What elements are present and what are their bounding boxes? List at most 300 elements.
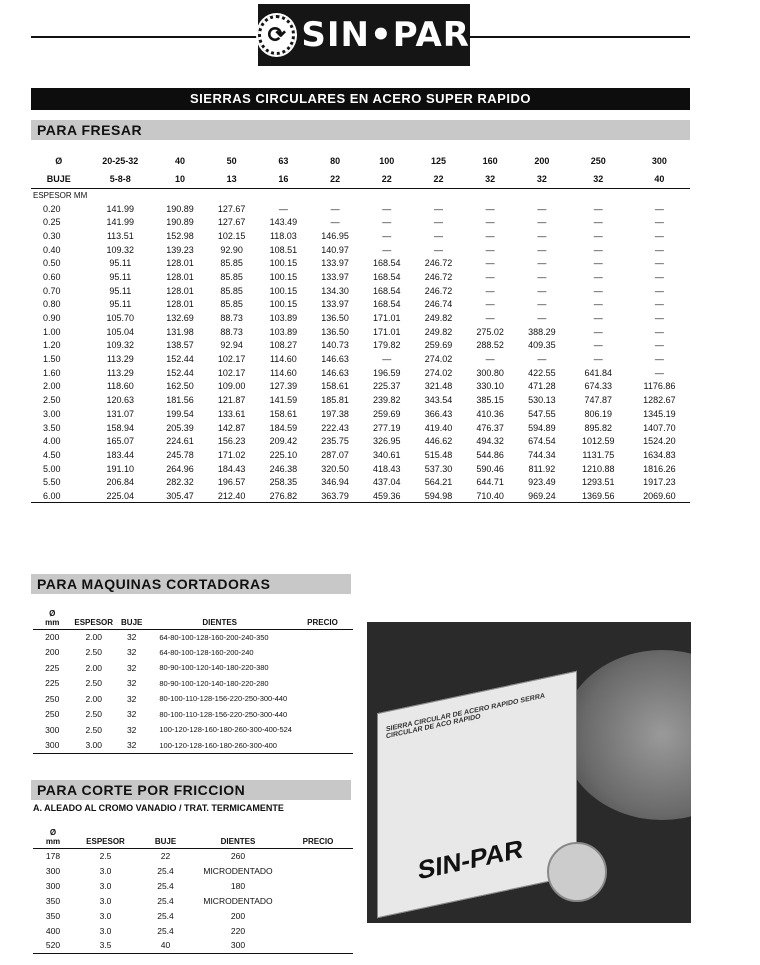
box-brand: SIN-PAR — [418, 833, 523, 886]
diameter-cell: 300 — [45, 880, 61, 891]
price-cell: 744.34 — [528, 449, 556, 460]
dientes-cell: 64-80-100-128-160-200-240 — [159, 647, 254, 657]
price-cell: 184.59 — [269, 422, 298, 433]
price-cell: 184.43 — [217, 463, 246, 474]
diameter-header: 100 — [379, 156, 395, 166]
precio-cell — [292, 738, 353, 754]
price-cell: — — [593, 313, 603, 324]
price-cell: 113.51 — [106, 230, 134, 241]
price-cell: 300.80 — [476, 367, 504, 378]
precio-cell — [292, 645, 353, 661]
price-cell: 2069.60 — [643, 490, 676, 501]
buje-row — [31, 170, 690, 188]
diameter-header: 300 — [651, 156, 667, 166]
espesor-cell: 6.00 — [43, 490, 61, 501]
table-row — [31, 256, 690, 270]
price-cell: 366.43 — [424, 408, 453, 419]
diameter-cell: 300 — [45, 724, 60, 735]
price-cell: — — [485, 203, 495, 214]
espesor-cell: 0.25 — [43, 217, 61, 228]
price-cell: 1816.26 — [643, 463, 676, 474]
price-cell: 141.59 — [269, 395, 298, 406]
price-cell: 274.02 — [424, 354, 453, 365]
price-cell: — — [382, 217, 392, 228]
price-cell: 128.01 — [166, 285, 194, 296]
price-cell: 410.36 — [476, 408, 504, 419]
price-cell: 134.30 — [321, 285, 349, 296]
buje-value: 16 — [278, 173, 289, 184]
precio-cell — [283, 893, 353, 908]
price-cell: 168.54 — [373, 271, 401, 282]
buje-value: 40 — [654, 173, 665, 184]
price-cell: 1176.86 — [643, 381, 676, 392]
price-cell: 183.44 — [106, 449, 135, 460]
price-cell: 133.61 — [217, 408, 246, 419]
price-cell: — — [485, 313, 495, 324]
section-cortadoras-title: PARA MAQUINAS CORTADORAS — [31, 574, 351, 594]
price-cell: 1012.59 — [582, 436, 615, 447]
price-cell: 191.10 — [106, 463, 135, 474]
espesor-label-row — [31, 188, 690, 202]
price-cell: 165.07 — [106, 436, 135, 447]
price-cell: 1524.20 — [643, 436, 676, 447]
table-row — [31, 380, 690, 394]
price-cell: 225.04 — [106, 490, 135, 501]
price-cell: — — [593, 244, 603, 255]
table-row — [31, 407, 690, 421]
price-cell: 113.29 — [106, 367, 134, 378]
precio-cell — [283, 908, 353, 923]
price-cell: — — [593, 340, 603, 351]
price-cell: — — [537, 354, 547, 365]
diameter-header: 250 — [590, 156, 606, 166]
price-cell: 209.42 — [269, 436, 298, 447]
diameter-cell: 178 — [45, 850, 61, 861]
price-cell: 128.01 — [166, 258, 194, 269]
espesor-label: ESPESOR MM — [33, 190, 88, 200]
espesor-cell: 2.00 — [43, 381, 61, 392]
price-cell: 547.55 — [528, 408, 556, 419]
price-cell: 206.84 — [106, 477, 135, 488]
table-row — [31, 489, 690, 503]
price-cell: — — [537, 217, 547, 228]
price-cell: 1282.67 — [643, 395, 676, 406]
price-cell: 1345.19 — [643, 408, 676, 419]
buje-value: 22 — [330, 173, 341, 184]
dientes-cell: 220 — [230, 925, 246, 936]
table-row — [33, 848, 353, 863]
table-row — [33, 938, 353, 953]
espesor-cell: 3.0 — [99, 880, 112, 891]
price-cell: 287.07 — [321, 449, 349, 460]
precio-cell — [283, 878, 353, 893]
price-cell: — — [485, 354, 495, 365]
espesor-cell: 0.30 — [43, 230, 61, 241]
espesor-cell: 3.00 — [43, 408, 61, 419]
price-cell: 152.98 — [166, 230, 194, 241]
dientes-cell: 100-120-128-160-180-260-300-400-524 — [159, 725, 292, 735]
espesor-cell: 0.40 — [43, 244, 61, 255]
precio-cell — [292, 676, 353, 692]
price-cell: 321.48 — [424, 381, 453, 392]
table-row — [31, 243, 690, 257]
price-cell: — — [433, 203, 443, 214]
cortadoras-header-row — [33, 603, 353, 629]
table-row — [33, 629, 353, 645]
price-cell: 131.07 — [106, 408, 135, 419]
diameter-symbol: Ø — [49, 827, 57, 837]
price-cell: 109.00 — [217, 381, 246, 392]
precio-header: PRECIO — [307, 617, 338, 627]
table-row — [33, 863, 353, 878]
table-row — [31, 270, 690, 284]
price-cell: 419.40 — [424, 422, 453, 433]
buje-value: 13 — [226, 173, 237, 184]
espesor-cell: 3.0 — [99, 925, 112, 936]
buje-cell: 25.4 — [157, 880, 174, 891]
price-cell: 100.15 — [269, 271, 298, 282]
precio-cell — [292, 707, 353, 723]
mm-unit: mm — [45, 617, 60, 627]
price-cell: 246.72 — [424, 271, 453, 282]
table-row — [31, 421, 690, 435]
price-cell: 1407.70 — [643, 422, 676, 433]
price-cell: — — [654, 340, 664, 351]
table-row — [31, 339, 690, 353]
price-cell: — — [485, 244, 495, 255]
dientes-cell: 80-100-110-128-156-220-250-300-440 — [159, 694, 288, 704]
price-cell: 197.38 — [321, 408, 349, 419]
price-cell: 146.95 — [321, 230, 349, 241]
price-cell: 1210.88 — [582, 463, 615, 474]
table-row — [31, 448, 690, 462]
price-cell: 114.60 — [269, 367, 297, 378]
buje-cell: 32 — [126, 662, 137, 673]
diameter-header: 200 — [534, 156, 550, 166]
price-cell: 225.37 — [373, 381, 401, 392]
price-cell: 128.01 — [166, 271, 194, 282]
dientes-cell: 200 — [230, 910, 246, 921]
price-cell: 544.86 — [476, 449, 504, 460]
price-cell: 594.89 — [528, 422, 556, 433]
price-cell: 136.50 — [321, 326, 349, 337]
price-cell: — — [537, 258, 547, 269]
dientes-cell: 100-120-128-160-180-260-300-400 — [159, 740, 277, 750]
table-row — [33, 908, 353, 923]
price-cell: 326.95 — [373, 436, 401, 447]
friccion-subtitle: A. ALEADO AL CROMO VANADIO / TRAT. TERMICAMENTE — [33, 803, 284, 813]
diameter-header: 63 — [278, 156, 289, 166]
price-cell: 1369.56 — [582, 490, 615, 501]
price-cell: 95.11 — [109, 285, 132, 296]
cortadoras-table — [33, 603, 353, 754]
price-cell: 1917.23 — [643, 477, 676, 488]
price-cell: 494.32 — [476, 436, 504, 447]
diameter-header: 40 — [174, 156, 185, 166]
price-cell: 276.82 — [269, 490, 298, 501]
price-cell: 85.85 — [220, 258, 243, 269]
buje-cell: 32 — [126, 632, 137, 642]
price-cell: 385.15 — [476, 395, 504, 406]
buje-cell: 40 — [160, 940, 171, 951]
price-cell: 644.71 — [476, 477, 504, 488]
price-cell: — — [382, 354, 392, 365]
table-row — [31, 393, 690, 407]
price-cell: — — [382, 244, 392, 255]
price-cell: 118.60 — [106, 381, 134, 392]
friccion-header-row — [33, 822, 353, 848]
diameter-header — [33, 822, 73, 848]
price-cell: 103.89 — [269, 326, 298, 337]
price-cell: 346.94 — [321, 477, 349, 488]
buje-value: 5-8-8 — [109, 173, 131, 184]
price-cell: — — [537, 313, 547, 324]
price-cell: 113.29 — [106, 354, 134, 365]
price-cell: 564.21 — [424, 477, 453, 488]
price-cell: — — [654, 313, 664, 324]
price-cell: 100.15 — [269, 285, 298, 296]
precio-cell — [292, 722, 353, 738]
price-cell: 259.69 — [424, 340, 453, 351]
dientes-cell: 260 — [230, 850, 246, 861]
buje-cell: 32 — [126, 678, 137, 689]
price-cell: 179.82 — [373, 340, 401, 351]
espesor-cell: 3.0 — [99, 910, 112, 921]
box-caption: SIERRA CIRCULAR DE ACERO RAPIDO SERRA CIRCULAR DE ACO RAPIDO — [386, 692, 545, 741]
price-cell: 141.99 — [106, 217, 135, 228]
buje-cell: 25.4 — [157, 895, 174, 906]
espesor-cell: 2.00 — [85, 662, 102, 673]
price-cell: 239.82 — [373, 395, 401, 406]
brand-logo — [258, 4, 470, 66]
precio-cell — [283, 938, 353, 953]
precio-cell — [292, 691, 353, 707]
diameter-cell: 225 — [45, 662, 60, 673]
price-cell: 95.11 — [109, 299, 132, 310]
price-cell: — — [433, 244, 443, 255]
price-cell: 138.57 — [166, 340, 194, 351]
price-cell: — — [654, 244, 664, 255]
price-cell: — — [537, 203, 547, 214]
price-cell: — — [485, 299, 495, 310]
price-cell: 120.63 — [106, 395, 135, 406]
table-row — [31, 366, 690, 380]
price-cell: — — [593, 230, 603, 241]
price-cell: 105.70 — [106, 313, 135, 324]
buje-cell: 25.4 — [157, 925, 174, 936]
espesor-cell: 3.00 — [85, 740, 102, 750]
diameter-cell: 225 — [45, 678, 60, 689]
buje-value: 32 — [536, 173, 547, 184]
price-cell: — — [537, 285, 547, 296]
price-cell: 305.47 — [166, 490, 194, 501]
table-row — [33, 878, 353, 893]
espesor-cell: 2.50 — [43, 395, 61, 406]
precio-cell — [283, 923, 353, 938]
precio-cell — [283, 848, 353, 863]
espesor-cell: 2.50 — [85, 647, 102, 658]
espesor-cell: 0.80 — [43, 299, 61, 310]
price-cell: 168.54 — [373, 285, 401, 296]
price-cell: — — [593, 354, 603, 365]
price-cell: 92.90 — [220, 244, 243, 255]
price-cell: 128.01 — [166, 299, 194, 310]
espesor-cell: 2.50 — [85, 678, 102, 689]
espesor-header: ESPESOR — [86, 836, 125, 846]
price-cell: 320.50 — [321, 463, 349, 474]
espesor-header: ESPESOR — [74, 617, 114, 627]
price-cell: 245.78 — [166, 449, 194, 460]
price-cell: 806.19 — [584, 408, 613, 419]
espesor-cell: 5.50 — [43, 477, 61, 488]
price-cell: — — [593, 326, 603, 337]
espesor-cell: 2.00 — [85, 693, 102, 704]
table-row — [31, 352, 690, 366]
table-row — [31, 462, 690, 476]
price-cell: 476.37 — [476, 422, 504, 433]
price-cell: 136.50 — [321, 313, 349, 324]
price-cell: — — [654, 354, 664, 365]
espesor-cell: 2.00 — [85, 632, 102, 642]
product-box-image — [377, 671, 577, 919]
price-cell: 277.19 — [373, 422, 401, 433]
price-cell: 674.33 — [584, 381, 613, 392]
buje-value: 32 — [485, 173, 496, 184]
buje-value: 22 — [381, 173, 392, 184]
price-cell: — — [485, 217, 495, 228]
buje-cell: 32 — [126, 709, 137, 720]
table-row — [33, 660, 353, 676]
price-cell: 224.61 — [166, 436, 194, 447]
price-cell: 102.17 — [217, 354, 246, 365]
diameter-label: Ø — [55, 156, 63, 166]
price-cell: 142.87 — [217, 422, 246, 433]
price-cell: — — [382, 230, 392, 241]
espesor-cell: 0.70 — [43, 285, 61, 296]
price-cell: 515.48 — [424, 449, 453, 460]
price-cell: 388.29 — [528, 326, 556, 337]
price-cell: — — [654, 326, 664, 337]
price-cell: 85.85 — [220, 271, 243, 282]
price-cell: — — [654, 367, 664, 378]
price-cell: — — [654, 271, 664, 282]
diameter-cell: 400 — [45, 925, 61, 936]
buje-value: 10 — [174, 173, 185, 184]
price-cell: — — [330, 203, 340, 214]
diameter-cell: 350 — [45, 895, 61, 906]
table-row — [31, 325, 690, 339]
price-cell: 105.04 — [106, 326, 135, 337]
price-cell: 168.54 — [373, 299, 401, 310]
espesor-cell: 1.20 — [43, 340, 61, 351]
price-cell: 141.99 — [106, 203, 135, 214]
buje-cell: 25.4 — [157, 865, 174, 876]
price-cell: 343.54 — [424, 395, 453, 406]
price-cell: 102.17 — [217, 367, 246, 378]
price-cell: 205.39 — [166, 422, 194, 433]
precio-cell — [292, 629, 353, 645]
price-cell: — — [654, 285, 664, 296]
price-cell: — — [433, 217, 443, 228]
price-cell: — — [593, 203, 603, 214]
price-cell: — — [593, 285, 603, 296]
section-fresar-title: PARA FRESAR — [31, 120, 690, 140]
brand-name: SIN•PAR — [301, 15, 470, 55]
price-cell: 139.23 — [166, 244, 194, 255]
price-cell: — — [485, 271, 495, 282]
dientes-cell: 80-90-100-120-140-180-220-380 — [159, 663, 269, 673]
price-cell: 259.69 — [373, 408, 401, 419]
diameter-cell: 300 — [45, 865, 61, 876]
diameter-cell: 520 — [45, 940, 61, 951]
espesor-cell: 0.20 — [43, 203, 61, 214]
espesor-cell: 0.60 — [43, 271, 61, 282]
price-cell: 95.11 — [109, 258, 132, 269]
small-disc-image — [547, 842, 607, 902]
dientes-cell: 64-80-100-128-160-200-240-350 — [159, 632, 269, 642]
price-cell: — — [537, 299, 547, 310]
price-cell: 140.97 — [321, 244, 349, 255]
espesor-cell: 0.50 — [43, 258, 61, 269]
price-cell: 222.43 — [321, 422, 349, 433]
header-rule-right — [470, 36, 690, 38]
diameter-symbol: Ø — [49, 608, 56, 618]
table-row — [31, 202, 690, 216]
price-cell: 471.28 — [528, 381, 556, 392]
price-cell: 162.50 — [166, 381, 194, 392]
espesor-cell: 1.50 — [43, 354, 61, 365]
table-row — [33, 645, 353, 661]
diameter-cell: 350 — [45, 910, 61, 921]
price-cell: 168.54 — [373, 258, 401, 269]
price-cell: 530.13 — [528, 395, 556, 406]
diameter-row — [31, 152, 690, 170]
diameter-header: 50 — [226, 156, 237, 166]
fresar-table — [31, 152, 690, 503]
price-cell: 418.43 — [373, 463, 401, 474]
price-cell: 92.94 — [220, 340, 243, 351]
price-cell: 747.87 — [584, 395, 613, 406]
price-cell: 158.94 — [106, 422, 135, 433]
price-cell: — — [537, 230, 547, 241]
price-cell: 340.61 — [373, 449, 401, 460]
espesor-cell: 0.90 — [43, 313, 61, 324]
price-cell: 594.98 — [424, 490, 453, 501]
buje-cell: 32 — [126, 647, 137, 658]
price-cell: — — [654, 230, 664, 241]
header-rule-left — [31, 36, 258, 38]
price-cell: 133.97 — [321, 271, 349, 282]
section-friccion-title: PARA CORTE POR FRICCION — [31, 780, 351, 800]
table-row — [33, 691, 353, 707]
price-cell: 185.81 — [321, 395, 349, 406]
table-row — [33, 722, 353, 738]
price-cell: 131.98 — [166, 326, 194, 337]
price-cell: 199.54 — [166, 408, 194, 419]
precio-cell — [292, 660, 353, 676]
table-row — [31, 311, 690, 325]
friccion-table — [33, 822, 353, 954]
diameter-cell: 250 — [45, 693, 60, 704]
buje-cell: 32 — [126, 724, 137, 735]
buje-value: 22 — [433, 173, 444, 184]
diameter-header: 80 — [330, 156, 341, 166]
price-cell: 171.02 — [217, 449, 246, 460]
buje-cell: 22 — [160, 850, 171, 861]
buje-cell: 32 — [126, 740, 137, 750]
price-cell: 146.63 — [321, 367, 349, 378]
price-cell: 118.03 — [269, 230, 297, 241]
